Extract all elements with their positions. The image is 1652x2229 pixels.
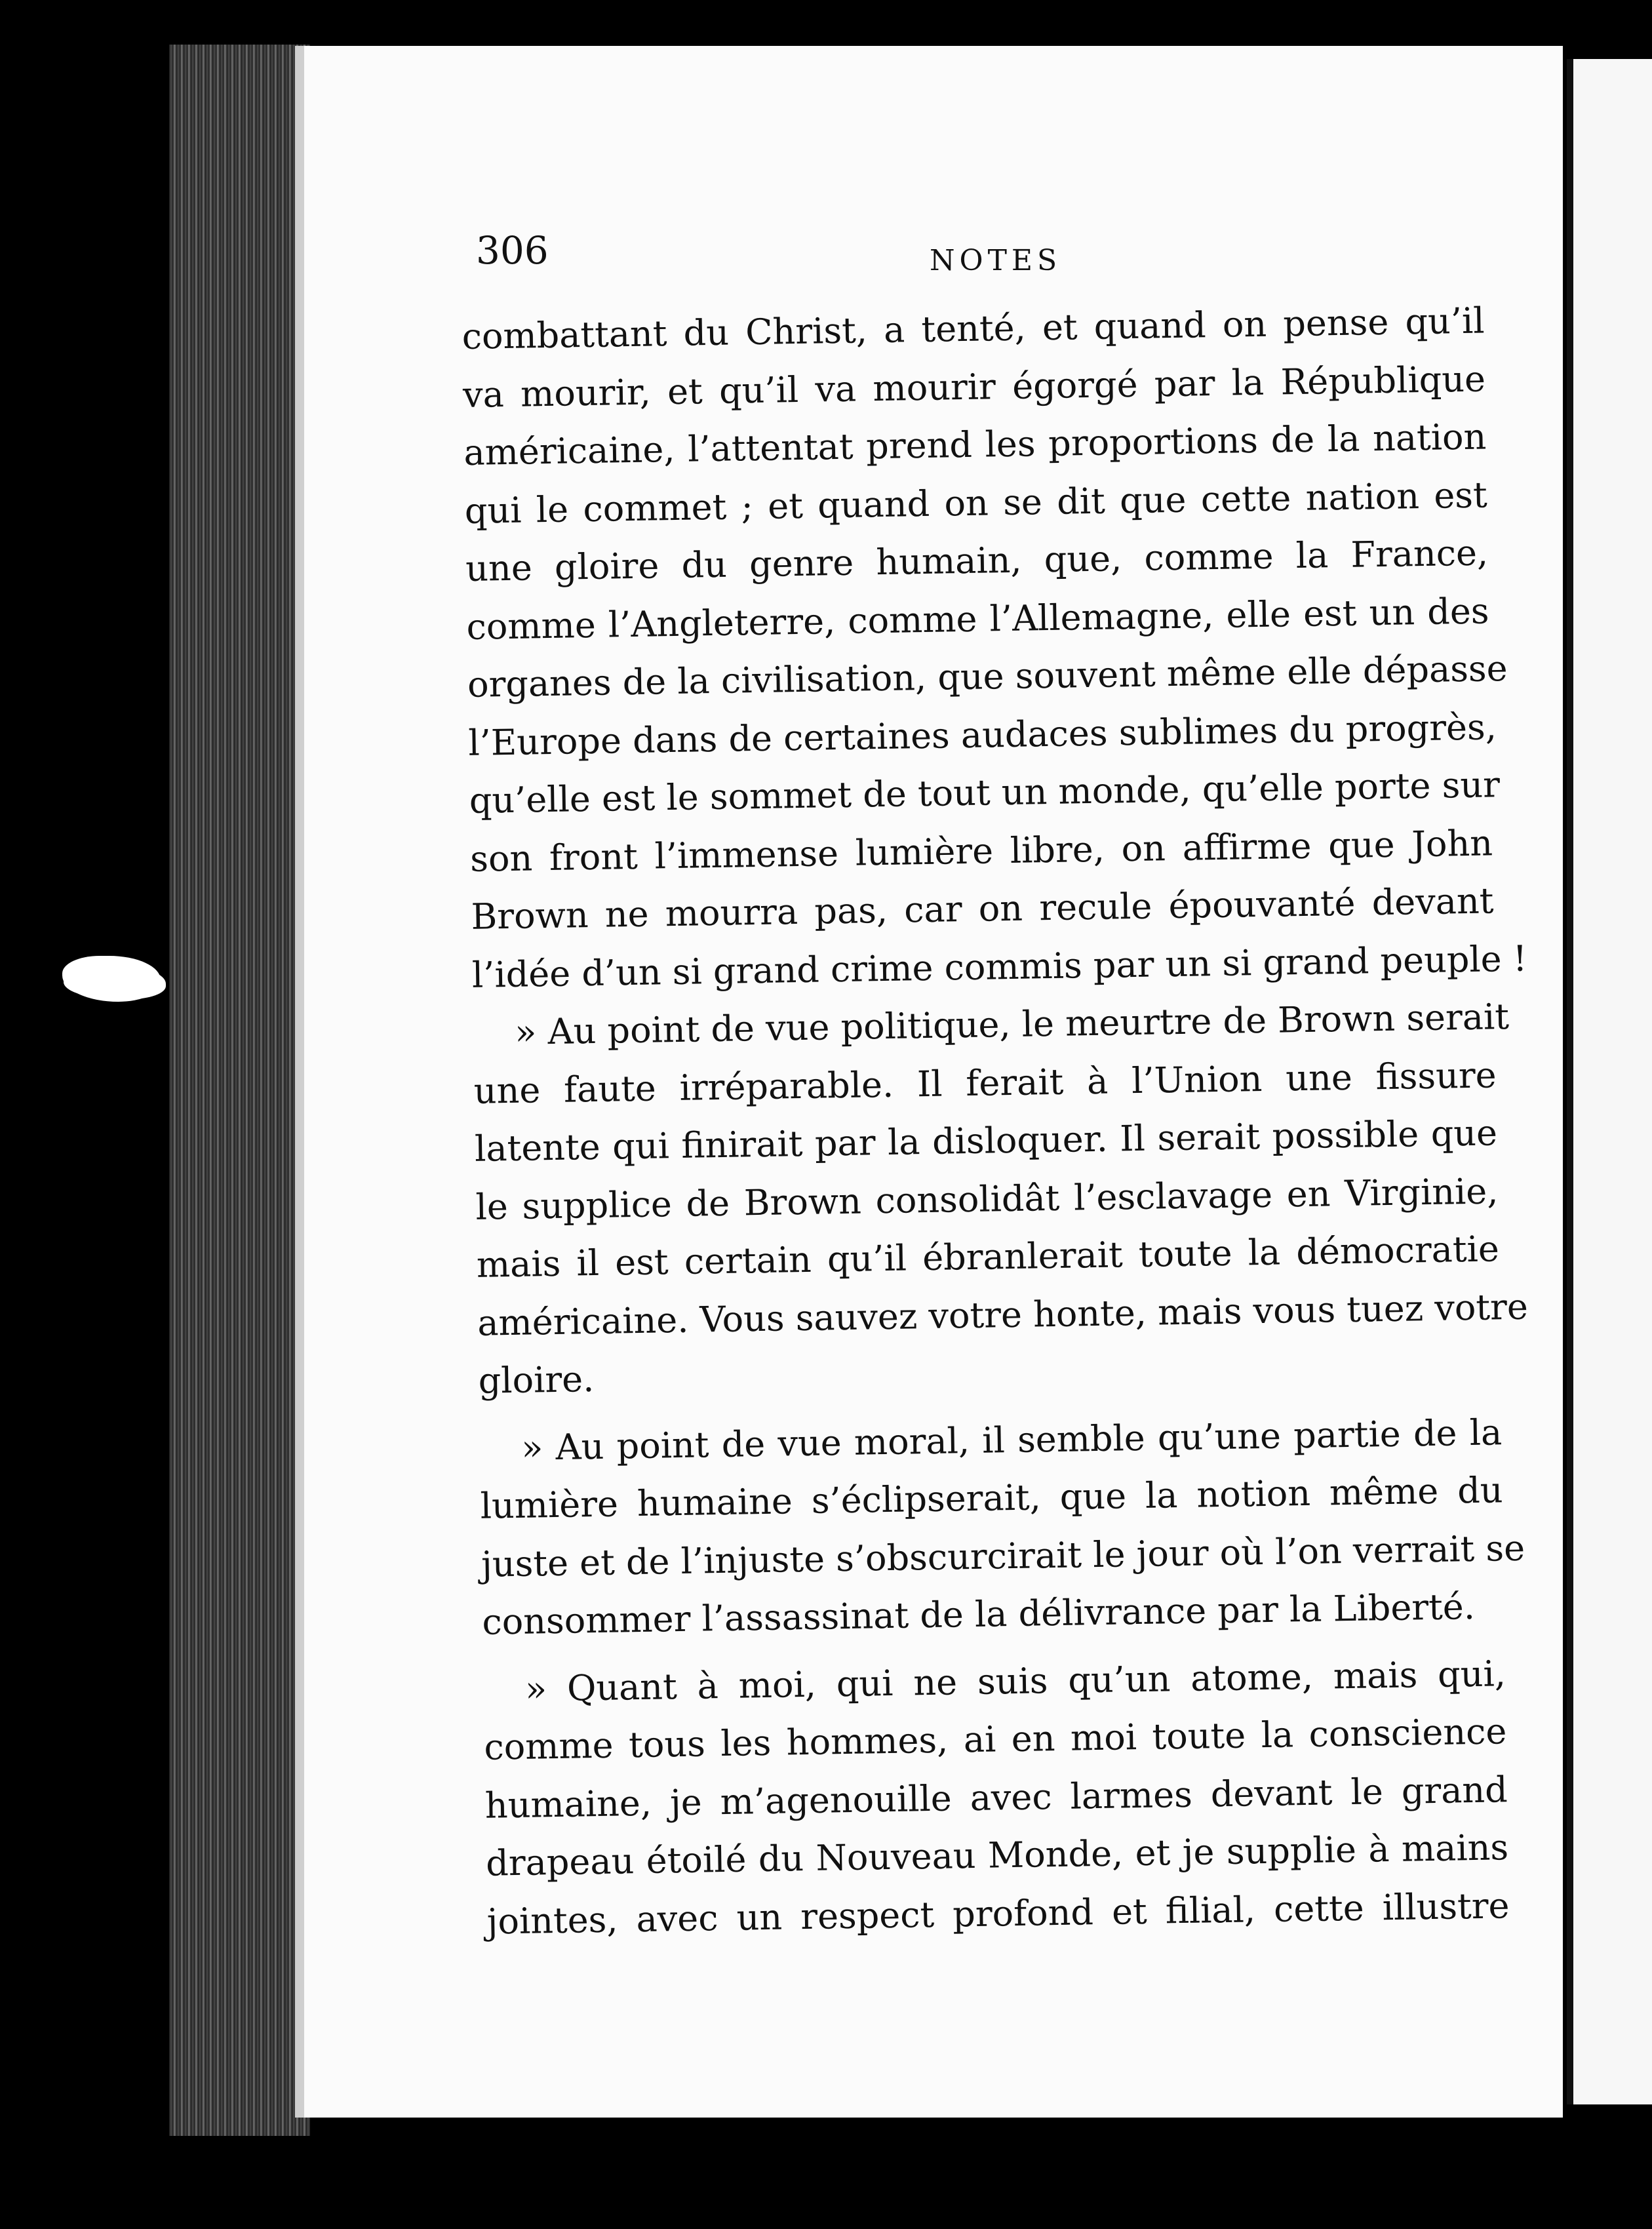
text-line: qu’elle est le sommet de tout un monde, qu’elle porte sur <box>469 764 1501 821</box>
text-line: une faute irréparable. Il ferait à l’Union une fissure <box>473 1054 1497 1112</box>
book-page <box>295 46 1563 2118</box>
page-number: 306 <box>476 228 549 273</box>
text-line: drapeau étoilé du Nouveau Monde, et je supplie à mains <box>485 1826 1509 1884</box>
text-line: latente qui finirait par la disloquer. Il serait possible que <box>474 1112 1498 1170</box>
text-line: juste et de l’injuste s’obscurcirait le jour où l’on verrait se <box>481 1527 1525 1585</box>
book-page-edges <box>169 45 310 2136</box>
text-line: comme l’Angleterre, comme l’Allemagne, elle est un des <box>466 589 1489 648</box>
text-line: lumière humaine s’éclipserait, que la notion même du <box>480 1469 1504 1527</box>
paragraph-start-line: » Au point de vue moral, il semble qu’une partie de la <box>521 1411 1503 1469</box>
page-header <box>476 228 1459 300</box>
text-line: comme tous les hommes, ai en moi toute la conscience <box>483 1710 1507 1768</box>
text-line: organes de la civilisation, que souvent même elle dépasse <box>467 648 1508 705</box>
text-line: l’idée d’un si grand crime commis par un si grand peuple ! <box>471 937 1527 996</box>
text-line: américaine, l’attentat prend les proportions de la nation <box>463 416 1487 473</box>
running-head: NOTES <box>930 244 1062 277</box>
text-line: humaine, je m’agenouille avec larmes devant le grand <box>484 1768 1508 1826</box>
paragraph-end-line: consommer l’assassinat de la délivrance par la Liberté. <box>481 1585 1476 1643</box>
page-body-text <box>462 292 1529 1950</box>
text-line: qui le commet ; et quand on se dit que cette nation est <box>464 473 1488 532</box>
text-line: américaine. Vous sauvez votre honte, mais vous tuez votre <box>477 1286 1529 1344</box>
text-line: son front l’immense lumière libre, on affirme que John <box>469 821 1493 880</box>
text-line: mais il est certain qu’il ébranlerait toute la démocratie <box>476 1228 1500 1286</box>
text-line: le supplice de Brown consolidât l’esclavage en Virginie, <box>475 1170 1499 1228</box>
adjacent-page-edge <box>1567 59 1652 2104</box>
paragraph-end-line: gloire. <box>478 1358 595 1402</box>
paragraph-start-line: » Quant à moi, qui ne suis qu’un atome, mais qui, <box>524 1652 1506 1710</box>
tape-mark <box>62 956 161 1002</box>
paragraph-start-line: » Au point de vue politique, le meurtre de Brown serait <box>514 996 1510 1053</box>
text-line: jointes, avec un respect profond et filial, cette illustre <box>486 1884 1510 1943</box>
text-line: Brown ne mourra pas, car on recule épouvanté devant <box>471 880 1494 937</box>
text-line: combattant du Christ, a tenté, et quand on pense qu’il <box>462 300 1485 357</box>
text-line: l’Europe dans de certaines audaces sublimes du progrès, <box>467 705 1497 764</box>
text-line: va mourir, et qu’il va mourir égorgé par la République <box>462 357 1486 416</box>
text-line: une gloire du genre humain, que, comme la France, <box>465 532 1489 589</box>
